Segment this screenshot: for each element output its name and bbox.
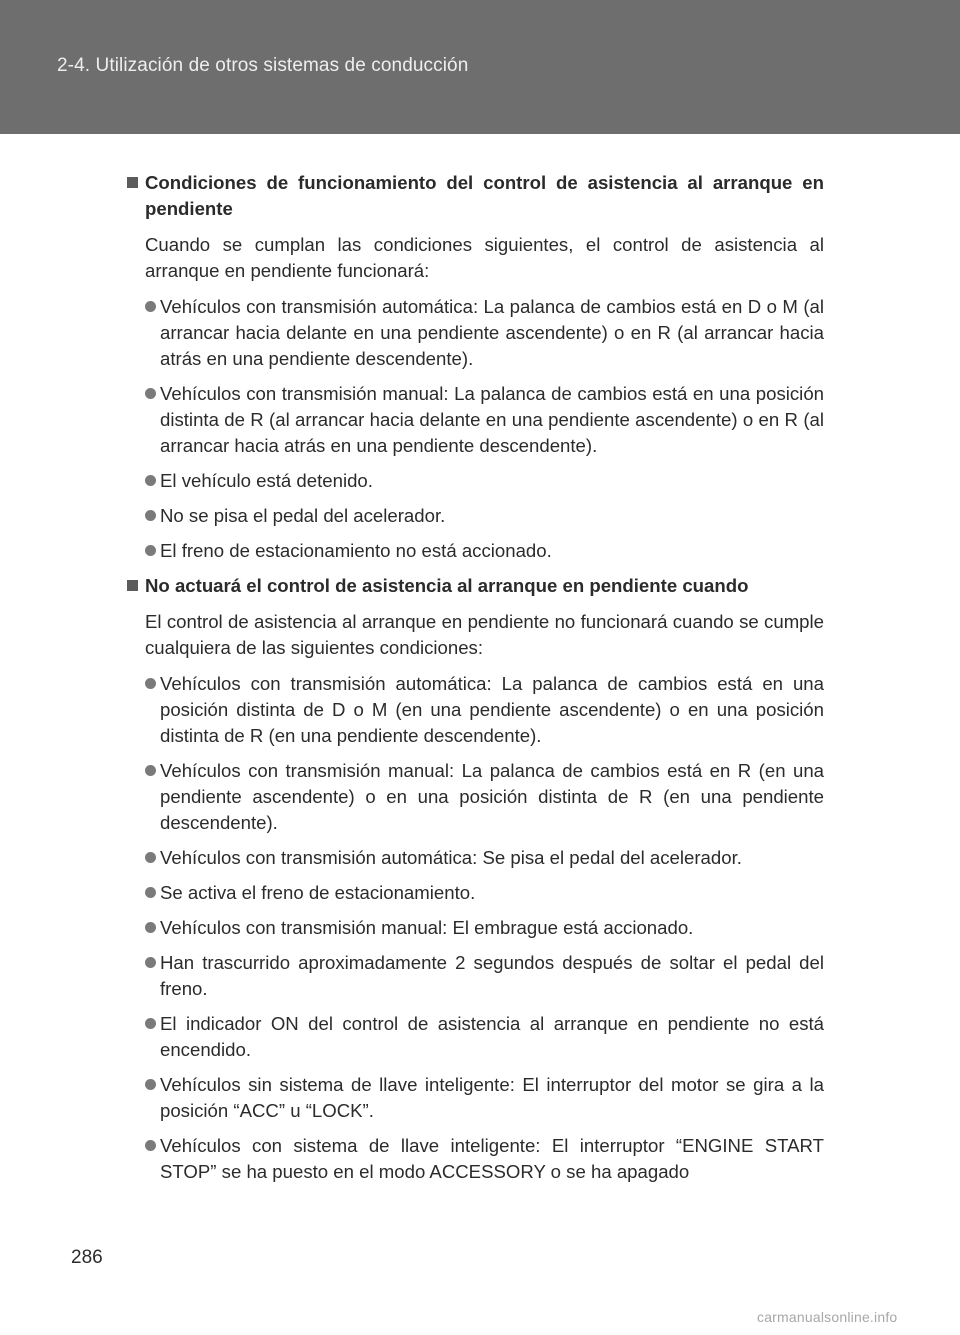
- list-item: [145, 758, 824, 836]
- list-item: [145, 468, 824, 494]
- list-item-text: No se pisa el pedal del acelerador.: [160, 505, 446, 526]
- section-heading-text: No actuará el control de asistencia al arranque en pendiente cuando: [145, 575, 749, 596]
- circle-bullet-icon: [145, 475, 156, 486]
- section-intro: El control de asistencia al arranque en pendiente no funcionará cuando se cumple cualquiera de las siguientes condiciones:: [145, 611, 824, 658]
- section-heading-conditions: [127, 170, 824, 222]
- circle-bullet-icon: [145, 301, 156, 312]
- circle-bullet-icon: [145, 1079, 156, 1090]
- square-bullet-icon: [127, 177, 138, 188]
- list-item-text: Vehículos con transmisión manual: La palanca de cambios está en una posición distinta de R (al arrancar hacia delante en una pendiente ascendente) o en R (al arrancar hacia atrás en una pendiente descendente).: [160, 383, 824, 456]
- condition-list: [127, 671, 824, 1185]
- watermark: carmanualsonline.info: [757, 1309, 898, 1325]
- list-item: [145, 880, 824, 906]
- list-item-text: Han trascurrido aproximadamente 2 segundos después de soltar el pedal del freno.: [160, 952, 824, 999]
- circle-bullet-icon: [145, 510, 156, 521]
- list-item: [145, 671, 824, 749]
- page-number: 286: [71, 1247, 103, 1268]
- list-item: [145, 1133, 824, 1185]
- list-item: [145, 503, 824, 529]
- list-item-text: Vehículos con transmisión automática: La palanca de cambios está en una posición distinta de D o M (en una pendiente ascendente) o en una posición distinta de R (en una pendiente descendente).: [160, 673, 824, 746]
- list-item: [145, 1011, 824, 1063]
- circle-bullet-icon: [145, 545, 156, 556]
- circle-bullet-icon: [145, 1018, 156, 1029]
- section-heading-text: Condiciones de funcionamiento del control de asistencia al arranque en pendiente: [145, 172, 824, 219]
- list-item: [145, 845, 824, 871]
- list-item-text: Vehículos con transmisión manual: El embrague está accionado.: [160, 917, 694, 938]
- circle-bullet-icon: [145, 957, 156, 968]
- list-item-text: Vehículos con transmisión automática: Se pisa el pedal del acelerador.: [160, 847, 742, 868]
- page-content: [127, 170, 824, 1194]
- list-item-text: El freno de estacionamiento no está accionado.: [160, 540, 552, 561]
- list-item: [145, 294, 824, 372]
- list-item-text: Vehículos con transmisión manual: La palanca de cambios está en R (en una pendiente ascendente) o en una posición distinta de R (en una pendiente descendente).: [160, 760, 824, 833]
- circle-bullet-icon: [145, 852, 156, 863]
- list-item: [145, 1072, 824, 1124]
- list-item-text: Vehículos sin sistema de llave inteligente: El interruptor del motor se gira a la posición “ACC” u “LOCK”.: [160, 1074, 824, 1121]
- list-item: [145, 381, 824, 459]
- square-bullet-icon: [127, 580, 138, 591]
- circle-bullet-icon: [145, 922, 156, 933]
- condition-list: [127, 294, 824, 564]
- list-item-text: El indicador ON del control de asistencia al arranque en pendiente no está encendido.: [160, 1013, 824, 1060]
- list-item-text: El vehículo está detenido.: [160, 470, 373, 491]
- section-intro: Cuando se cumplan las condiciones siguientes, el control de asistencia al arranque en pendiente funcionará:: [145, 234, 824, 281]
- list-item: [145, 538, 824, 564]
- section-heading-not-active: [127, 573, 824, 599]
- list-item-text: Vehículos con transmisión automática: La palanca de cambios está en D o M (al arrancar hacia delante en una pendiente ascendente) o en R (al arrancar hacia atrás en una pendiente descendente).: [160, 296, 824, 369]
- circle-bullet-icon: [145, 887, 156, 898]
- list-item-text: Vehículos con sistema de llave inteligente: El interruptor “ENGINE START STOP” se ha puesto en el modo ACCESSORY o se ha apagado: [160, 1135, 824, 1182]
- circle-bullet-icon: [145, 678, 156, 689]
- chapter-title: 2-4. Utilización de otros sistemas de conducción: [57, 55, 469, 76]
- circle-bullet-icon: [145, 1140, 156, 1151]
- list-item: [145, 950, 824, 1002]
- page-header: [0, 0, 960, 134]
- circle-bullet-icon: [145, 388, 156, 399]
- list-item-text: Se activa el freno de estacionamiento.: [160, 882, 476, 903]
- list-item: [145, 915, 824, 941]
- circle-bullet-icon: [145, 765, 156, 776]
